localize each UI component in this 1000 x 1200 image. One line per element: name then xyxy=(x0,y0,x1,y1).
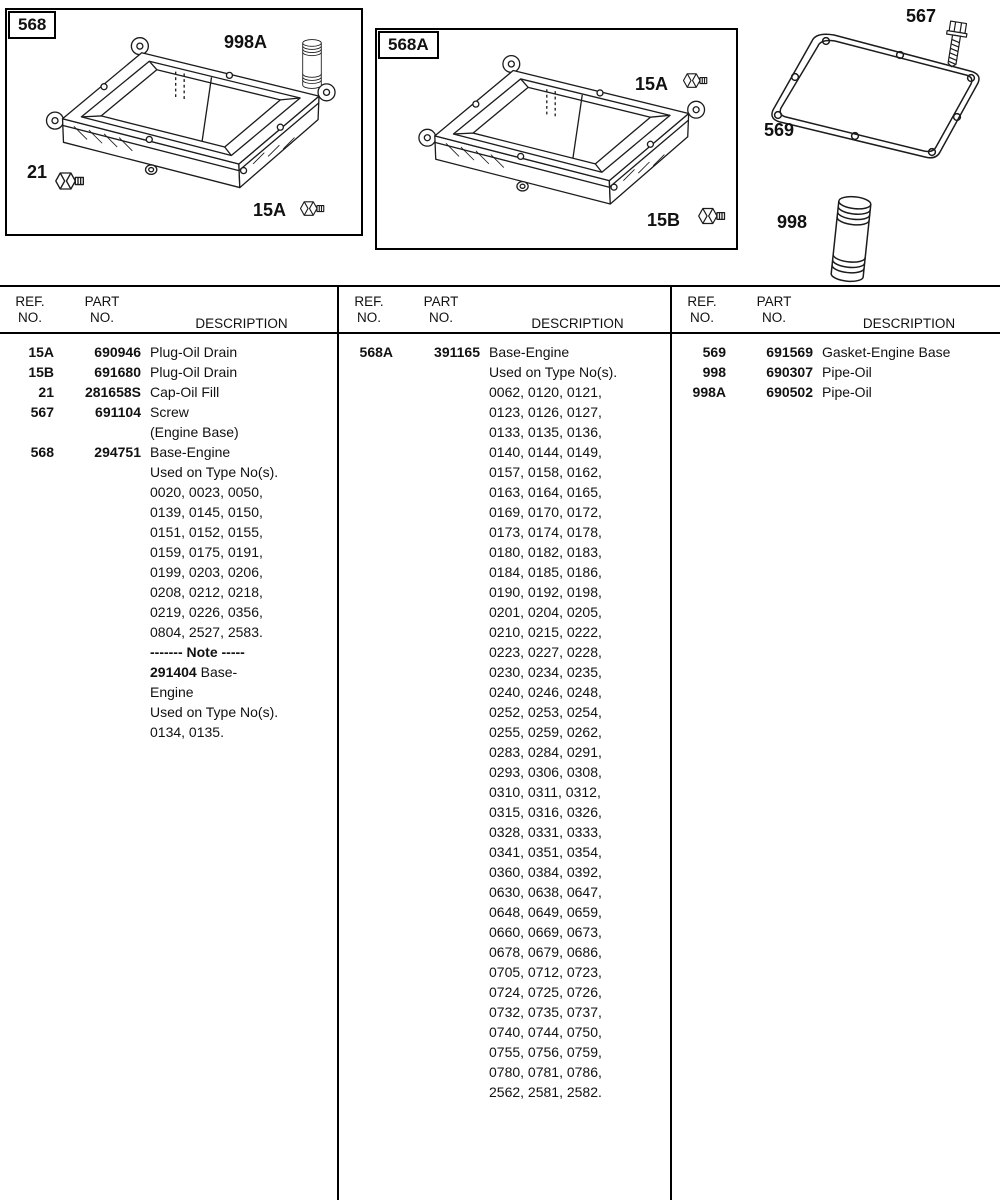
description-line: 0159, 0175, 0191, xyxy=(150,544,263,560)
description xyxy=(822,362,998,382)
description-line: 0184, 0185, 0186, xyxy=(489,564,602,580)
description-line: 0157, 0158, 0162, xyxy=(489,464,602,480)
description-line: Pipe-Oil xyxy=(822,364,872,380)
callout-998A: 998A xyxy=(224,32,268,52)
description-line: 0678, 0679, 0686, xyxy=(489,944,602,960)
description-line: 0648, 0649, 0659, xyxy=(489,904,602,920)
description-line: 0660, 0669, 0673, xyxy=(489,924,602,940)
description-line: 0293, 0306, 0308, xyxy=(489,764,602,780)
ref-no: 567 xyxy=(30,404,54,420)
diagram-label-568A: 568A xyxy=(378,31,439,59)
description-line: 0705, 0712, 0723, xyxy=(489,964,602,980)
description-line: 0328, 0331, 0333, xyxy=(489,824,602,840)
description-line: 0223, 0227, 0228, xyxy=(489,644,602,660)
header-ref-no xyxy=(345,294,393,332)
description-line: 0255, 0259, 0262, xyxy=(489,724,602,740)
description-line: 0180, 0182, 0183, xyxy=(489,544,602,560)
description-line: Base-Engine xyxy=(489,344,570,360)
description-line: ------- Note ----- xyxy=(150,644,245,660)
part-entry xyxy=(6,382,335,402)
description-line: 0208, 0212, 0218, xyxy=(150,584,263,600)
description-line: 0140, 0144, 0149, xyxy=(489,444,602,460)
diagram-label-568: 568 xyxy=(8,11,56,39)
header-part-line1: PART xyxy=(756,294,792,309)
diagram-box-568A xyxy=(375,28,738,250)
header-description-text: DESCRIPTION xyxy=(195,316,288,331)
description-line: 0139, 0145, 0150, xyxy=(150,504,263,520)
header-part-no xyxy=(735,294,813,332)
part-no: 294751 xyxy=(94,444,141,460)
table-column-3 xyxy=(672,287,1000,1200)
oil-fill-cap-21-drawing xyxy=(54,168,86,194)
part-entry xyxy=(6,362,335,382)
description-line: Plug-Oil Drain xyxy=(150,364,238,380)
description-line: 0283, 0284, 0291, xyxy=(489,744,602,760)
header-description xyxy=(150,294,333,332)
description-line: 0123, 0126, 0127, xyxy=(489,404,602,420)
header-part-line2: NO. xyxy=(428,310,453,325)
oil-pipe-998-drawing xyxy=(821,192,880,287)
description-line: 0199, 0203, 0206, xyxy=(150,564,263,580)
callout-569: 569 xyxy=(764,120,795,140)
header-part-no xyxy=(63,294,141,332)
part-no: 391165 xyxy=(434,344,480,360)
ref-no: 568A xyxy=(359,344,393,360)
description-line: 0360, 0384, 0392, xyxy=(489,864,602,880)
description xyxy=(150,402,335,442)
description xyxy=(150,442,335,742)
description xyxy=(489,342,668,1102)
description-line: 0755, 0756, 0759, xyxy=(489,1044,602,1060)
description-line: 2562, 2581, 2582. xyxy=(489,1084,602,1100)
header-ref-no xyxy=(6,294,54,332)
parts-column-3 xyxy=(672,332,1000,402)
description-line: Screw xyxy=(150,404,189,420)
description-line: 0724, 0725, 0726, xyxy=(489,984,602,1000)
description-line: 0190, 0192, 0198, xyxy=(489,584,602,600)
callout-21: 21 xyxy=(27,162,48,182)
callout-15A-box568: 15A xyxy=(253,200,287,220)
description-line: 0732, 0735, 0737, xyxy=(489,1004,602,1020)
part-entry xyxy=(678,382,998,402)
table-column-1 xyxy=(0,287,337,1200)
header-ref-line1: REF. xyxy=(15,294,45,309)
description-line: Used on Type No(s). xyxy=(150,464,279,480)
description-line: 0804, 2527, 2583. xyxy=(150,624,263,640)
description-line: Used on Type No(s). xyxy=(150,704,279,720)
ref-no: 15B xyxy=(28,364,54,380)
part-no: 691680 xyxy=(94,364,141,380)
gasket-569-drawing xyxy=(760,26,990,171)
part-entry xyxy=(6,402,335,442)
header-description-text: DESCRIPTION xyxy=(862,316,956,331)
description xyxy=(822,342,998,362)
description-line: (Engine Base) xyxy=(150,424,239,440)
description-line: 0310, 0311, 0312, xyxy=(489,784,601,800)
ref-no: 568 xyxy=(30,444,54,460)
description xyxy=(150,382,335,402)
ref-no: 15A xyxy=(28,344,54,360)
description-line: 0341, 0351, 0354, xyxy=(489,844,602,860)
header-ref-line2: NO. xyxy=(17,310,42,325)
part-entry xyxy=(678,342,998,362)
description-line: 0020, 0023, 0050, xyxy=(150,484,263,500)
description-line: Base-Engine xyxy=(150,444,231,460)
description xyxy=(822,382,998,402)
description-line: 0062, 0120, 0121, xyxy=(489,384,602,400)
oil-drain-plug-15A2-drawing xyxy=(682,70,709,91)
oil-drain-plug-15A-drawing xyxy=(299,198,326,219)
description-line: 0240, 0246, 0248, xyxy=(489,684,602,700)
description-line: 0210, 0215, 0222, xyxy=(489,624,602,640)
description-line: 0230, 0234, 0235, xyxy=(489,664,602,680)
ref-no: 998 xyxy=(702,364,726,380)
part-entry xyxy=(6,342,335,362)
table-header-1 xyxy=(0,287,337,332)
header-part-line2: NO. xyxy=(761,310,786,325)
description-line: 0252, 0253, 0254, xyxy=(489,704,602,720)
description-line: 0780, 0781, 0786, xyxy=(489,1064,602,1080)
description-line: 291404 Base- xyxy=(150,664,238,680)
part-no: 690307 xyxy=(766,364,813,380)
description-line: 0740, 0744, 0750, xyxy=(489,1024,602,1040)
description-line: Cap-Oil Fill xyxy=(150,384,220,400)
header-ref-line1: REF. xyxy=(354,294,384,309)
description-line: 0151, 0152, 0155, xyxy=(150,524,263,540)
table-column-2 xyxy=(339,287,670,1200)
callout-15B: 15B xyxy=(647,210,681,230)
header-ref-no xyxy=(678,294,726,332)
parts-column-1 xyxy=(0,332,337,742)
part-no: 690502 xyxy=(766,384,813,400)
part-no: 690946 xyxy=(94,344,141,360)
description-line: 0219, 0226, 0356, xyxy=(150,604,263,620)
part-entry xyxy=(6,442,335,742)
description-line: 0134, 0135. xyxy=(150,724,224,740)
description-line: 0163, 0164, 0165, xyxy=(489,484,602,500)
description-line: 0315, 0316, 0326, xyxy=(489,804,602,820)
header-part-line1: PART xyxy=(84,294,120,309)
header-ref-line1: REF. xyxy=(687,294,717,309)
diagram-box-568 xyxy=(5,8,363,236)
description-line: Used on Type No(s). xyxy=(489,364,618,380)
header-description xyxy=(822,294,996,332)
ref-no: 569 xyxy=(702,344,726,360)
header-part-line1: PART xyxy=(423,294,459,309)
header-ref-line2: NO. xyxy=(689,310,714,325)
table-header-2 xyxy=(339,287,670,332)
header-ref-line2: NO. xyxy=(356,310,381,325)
description-line: Pipe-Oil xyxy=(822,384,872,400)
ref-no: 21 xyxy=(38,384,54,400)
header-description-text: DESCRIPTION xyxy=(531,316,624,331)
ref-no: 998A xyxy=(692,384,726,400)
description-line: 0133, 0135, 0136, xyxy=(489,424,602,440)
part-no: 281658S xyxy=(84,384,141,400)
parts-table xyxy=(0,285,1000,1200)
description-line: Plug-Oil Drain xyxy=(150,344,238,360)
part-no: 691569 xyxy=(766,344,813,360)
callout-15A-box568A: 15A xyxy=(635,74,669,94)
description xyxy=(150,342,335,362)
table-header-3 xyxy=(672,287,1000,332)
header-description xyxy=(489,294,666,332)
oil-drain-plug-15B-drawing xyxy=(697,204,727,228)
part-entry xyxy=(345,342,668,1102)
parts-column-2 xyxy=(339,332,670,1102)
callout-998: 998 xyxy=(777,212,808,232)
callout-567: 567 xyxy=(906,6,937,26)
description-line: Gasket-Engine Base xyxy=(822,344,951,360)
oil-pipe-998A-drawing xyxy=(294,38,330,90)
illustration-panel xyxy=(0,0,1000,285)
header-part-line2: NO. xyxy=(89,310,114,325)
part-entry xyxy=(678,362,998,382)
description-line: 0630, 0638, 0647, xyxy=(489,884,602,900)
description-line: 0173, 0174, 0178, xyxy=(489,524,602,540)
description-line: Engine xyxy=(150,684,194,700)
description xyxy=(150,362,335,382)
description-line: 0169, 0170, 0172, xyxy=(489,504,602,520)
description-line: 0201, 0204, 0205, xyxy=(489,604,602,620)
part-no: 691104 xyxy=(95,404,141,420)
header-part-no xyxy=(402,294,480,332)
